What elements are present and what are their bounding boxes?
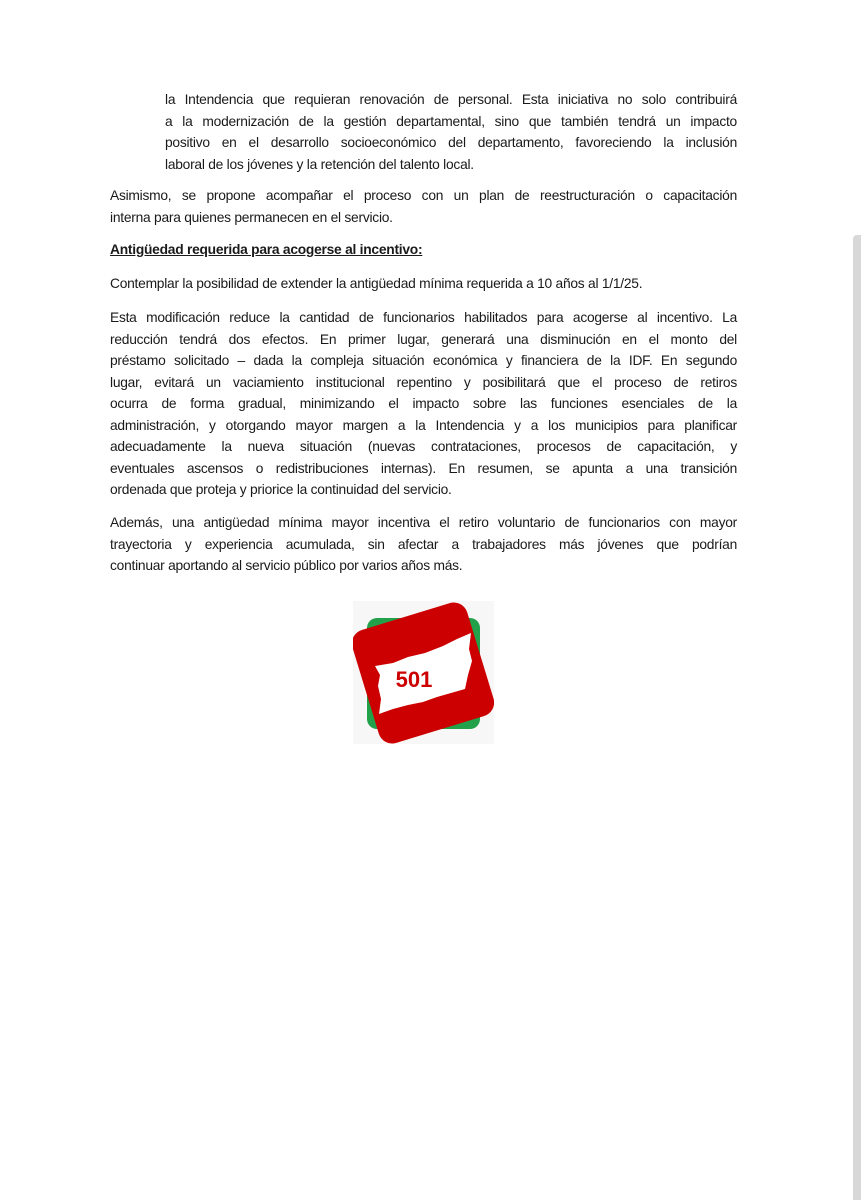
paragraph-contemplar: [110, 273, 737, 295]
logo-text: 501: [395, 667, 433, 692]
vertical-scrollbar[interactable]: [853, 235, 861, 1200]
text-line: Asimismo, se propone acompañar el proceso con un plan de reestructuración o capacitación: [110, 188, 737, 203]
paragraph-reestructuracion: [110, 185, 737, 228]
section-heading-antiguedad: [110, 239, 737, 261]
text-line: Contemplar la posibilidad de extender la antigüedad mínima requerida a 10 años al 1/1/25.: [110, 276, 643, 291]
text-line: positivo en el desarrollo socioeconómico del departamento, favoreciendo la inclusión: [165, 135, 737, 150]
text-line: laboral de los jóvenes y la retención del talento local.: [165, 156, 474, 172]
text-line: eventuales ascensos o redistribuciones internas). En resumen, se apunta a una transición: [110, 460, 737, 476]
text-line: a la modernización de la gestión departamental, sino que también tendrá un impacto: [165, 113, 737, 129]
text-line: reducción tendrá dos efectos. En primer lugar, generará una disminución en el monto del: [110, 331, 737, 347]
text-line: Además, una antigüedad mínima mayor incentiva el retiro voluntario de funcionarios con mayor: [110, 515, 737, 530]
paragraph-ademas: [110, 512, 737, 577]
paragraph-modificacion: [110, 307, 737, 501]
text-line: Esta modificación reduce la cantidad de funcionarios habilitados para acogerse al incentivo. La: [110, 310, 737, 325]
text-line: continuar aportando al servicio público por varios años más.: [110, 558, 463, 573]
text-line: lugar, evitará un vaciamiento institucional repentino y posibilitará que el proceso de retiros: [110, 374, 737, 390]
text-line: Antigüedad requerida para acogerse al incentivo:: [110, 242, 423, 257]
text-line: adecuadamente la nueva situación (nuevas contrataciones, procesos de capacitación, y: [110, 439, 737, 454]
text-line: ordenada que proteja y priorice la continuidad del servicio.: [110, 482, 452, 497]
text-line: la Intendencia que requieran renovación de personal. Esta iniciativa no solo contribuirá: [165, 92, 737, 107]
text-line: préstamo solicitado – dada la compleja situación económica y financiera de la IDF. En segundo: [110, 353, 737, 368]
text-line: interna para quienes permanecen en el servicio.: [110, 209, 393, 225]
logo-501: [353, 601, 494, 744]
text-line: ocurra de forma gradual, minimizando el impacto sobre las funciones esenciales de la: [110, 396, 737, 411]
text-line: trayectoria y experiencia acumulada, sin afectar a trabajadores más jóvenes que podrían: [110, 536, 737, 552]
paragraph-intendencia-renovacion: [165, 89, 737, 175]
text-line: administración, y otorgando mayor margen a la Intendencia y a los municipios para planificar: [110, 417, 737, 433]
